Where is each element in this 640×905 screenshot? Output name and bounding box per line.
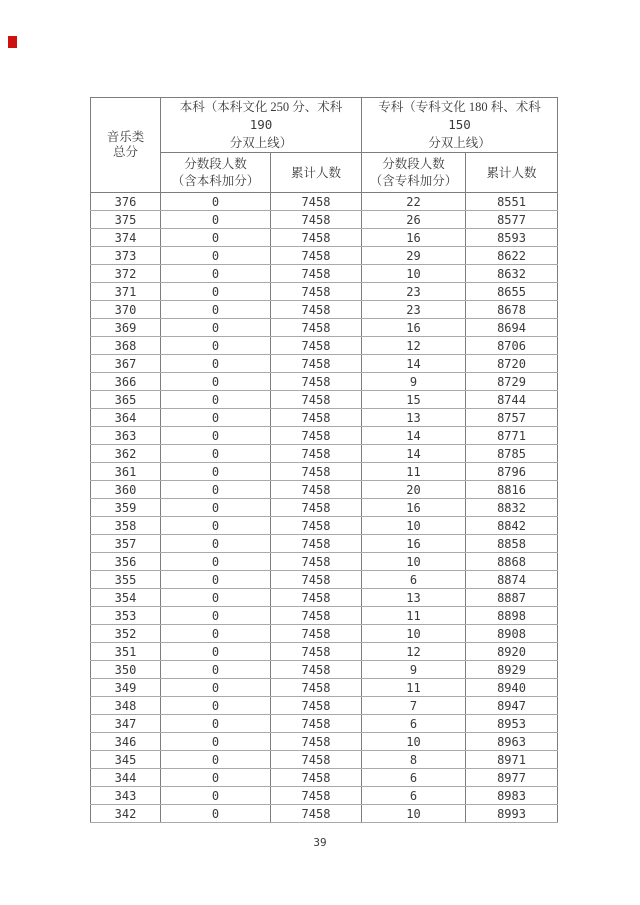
benke-segment-cell: 0 — [161, 733, 271, 751]
zhuanke-cumulative-cell: 8887 — [466, 589, 558, 607]
table-row — [91, 283, 558, 301]
zhuanke-group-header — [362, 98, 558, 153]
benke-segment-cell: 0 — [161, 661, 271, 679]
zhuanke-cumulative-cell: 8868 — [466, 553, 558, 571]
zhuanke-cumulative-header: 累计人数 — [466, 153, 558, 193]
benke-cumulative-cell: 7458 — [271, 643, 362, 661]
zhuanke-cumulative-cell: 8953 — [466, 715, 558, 733]
score-cell: 372 — [91, 265, 161, 283]
zhuanke-segment-header-line2: （含专科加分） — [369, 173, 458, 188]
benke-cumulative-cell: 7458 — [271, 445, 362, 463]
zhuanke-group-header-line3: 分双上线） — [428, 136, 491, 150]
score-cell: 362 — [91, 445, 161, 463]
score-cell: 352 — [91, 625, 161, 643]
score-cell: 343 — [91, 787, 161, 805]
score-distribution-table — [90, 97, 558, 823]
benke-cumulative-cell: 7458 — [271, 283, 362, 301]
zhuanke-segment-cell: 14 — [362, 445, 466, 463]
score-cell: 364 — [91, 409, 161, 427]
benke-cumulative-cell: 7458 — [271, 517, 362, 535]
benke-segment-cell: 0 — [161, 787, 271, 805]
benke-segment-cell: 0 — [161, 697, 271, 715]
zhuanke-group-header-line1: 专科（专科文化 180 科、术科 — [378, 100, 541, 114]
zhuanke-cumulative-cell: 8977 — [466, 769, 558, 787]
zhuanke-segment-cell: 11 — [362, 679, 466, 697]
zhuanke-cumulative-cell: 8983 — [466, 787, 558, 805]
benke-cumulative-cell: 7458 — [271, 571, 362, 589]
zhuanke-cumulative-cell: 8842 — [466, 517, 558, 535]
benke-cumulative-cell: 7458 — [271, 229, 362, 247]
benke-cumulative-cell: 7458 — [271, 679, 362, 697]
benke-segment-cell: 0 — [161, 607, 271, 625]
zhuanke-segment-cell: 10 — [362, 733, 466, 751]
table-row — [91, 211, 558, 229]
zhuanke-segment-cell: 10 — [362, 265, 466, 283]
zhuanke-cumulative-cell: 8940 — [466, 679, 558, 697]
zhuanke-segment-header-line1: 分数段人数 — [382, 156, 445, 171]
benke-segment-cell: 0 — [161, 517, 271, 535]
zhuanke-segment-cell: 6 — [362, 571, 466, 589]
table-row — [91, 265, 558, 283]
benke-cumulative-cell: 7458 — [271, 787, 362, 805]
benke-segment-cell: 0 — [161, 535, 271, 553]
table-row — [91, 535, 558, 553]
score-cell: 349 — [91, 679, 161, 697]
zhuanke-segment-header — [362, 153, 466, 193]
table-row — [91, 301, 558, 319]
table-row — [91, 247, 558, 265]
zhuanke-segment-cell: 9 — [362, 661, 466, 679]
table-row — [91, 373, 558, 391]
benke-cumulative-cell: 7458 — [271, 337, 362, 355]
benke-segment-cell: 0 — [161, 553, 271, 571]
score-cell: 348 — [91, 697, 161, 715]
benke-segment-cell: 0 — [161, 337, 271, 355]
benke-cumulative-cell: 7458 — [271, 553, 362, 571]
zhuanke-cumulative-cell: 8947 — [466, 697, 558, 715]
zhuanke-cumulative-cell: 8771 — [466, 427, 558, 445]
benke-segment-cell: 0 — [161, 625, 271, 643]
table-row — [91, 229, 558, 247]
zhuanke-cumulative-cell: 8898 — [466, 607, 558, 625]
zhuanke-segment-cell: 16 — [362, 499, 466, 517]
zhuanke-segment-cell: 23 — [362, 301, 466, 319]
zhuanke-cumulative-cell: 8655 — [466, 283, 558, 301]
zhuanke-segment-cell: 12 — [362, 337, 466, 355]
table-row — [91, 337, 558, 355]
table-row — [91, 481, 558, 499]
benke-cumulative-cell: 7458 — [271, 697, 362, 715]
zhuanke-segment-cell: 14 — [362, 427, 466, 445]
benke-segment-cell: 0 — [161, 409, 271, 427]
zhuanke-segment-cell: 13 — [362, 589, 466, 607]
score-cell: 360 — [91, 481, 161, 499]
benke-segment-header-line1: 分数段人数 — [184, 156, 247, 171]
score-cell: 371 — [91, 283, 161, 301]
benke-cumulative-cell: 7458 — [271, 769, 362, 787]
zhuanke-segment-cell: 6 — [362, 715, 466, 733]
table-row — [91, 463, 558, 481]
benke-cumulative-cell: 7458 — [271, 355, 362, 373]
benke-segment-cell: 0 — [161, 391, 271, 409]
benke-segment-cell: 0 — [161, 193, 271, 211]
score-cell: 344 — [91, 769, 161, 787]
table-row — [91, 391, 558, 409]
zhuanke-cumulative-cell: 8908 — [466, 625, 558, 643]
benke-cumulative-cell: 7458 — [271, 391, 362, 409]
benke-cumulative-cell: 7458 — [271, 265, 362, 283]
benke-segment-header — [161, 153, 271, 193]
table-row — [91, 427, 558, 445]
zhuanke-cumulative-cell: 8993 — [466, 805, 558, 823]
zhuanke-segment-cell: 16 — [362, 319, 466, 337]
zhuanke-segment-cell: 10 — [362, 625, 466, 643]
benke-segment-cell: 0 — [161, 589, 271, 607]
zhuanke-cumulative-cell: 8632 — [466, 265, 558, 283]
benke-cumulative-cell: 7458 — [271, 373, 362, 391]
zhuanke-segment-cell: 10 — [362, 805, 466, 823]
score-cell: 373 — [91, 247, 161, 265]
benke-segment-cell: 0 — [161, 751, 271, 769]
table-row — [91, 409, 558, 427]
benke-cumulative-cell: 7458 — [271, 607, 362, 625]
table-row — [91, 607, 558, 625]
zhuanke-cumulative-cell: 8577 — [466, 211, 558, 229]
score-column-header-line1: 音乐类 — [106, 130, 145, 144]
score-cell: 374 — [91, 229, 161, 247]
score-cell: 366 — [91, 373, 161, 391]
benke-cumulative-cell: 7458 — [271, 715, 362, 733]
benke-cumulative-cell: 7458 — [271, 193, 362, 211]
zhuanke-segment-cell: 8 — [362, 751, 466, 769]
table-row — [91, 715, 558, 733]
benke-cumulative-cell: 7458 — [271, 427, 362, 445]
zhuanke-cumulative-cell: 8694 — [466, 319, 558, 337]
score-cell: 350 — [91, 661, 161, 679]
score-cell: 355 — [91, 571, 161, 589]
benke-segment-cell: 0 — [161, 265, 271, 283]
zhuanke-segment-cell: 14 — [362, 355, 466, 373]
zhuanke-segment-cell: 10 — [362, 517, 466, 535]
benke-segment-cell: 0 — [161, 247, 271, 265]
table-row — [91, 319, 558, 337]
zhuanke-segment-cell: 13 — [362, 409, 466, 427]
table-row — [91, 625, 558, 643]
table-row — [91, 193, 558, 211]
zhuanke-segment-cell: 12 — [362, 643, 466, 661]
zhuanke-cumulative-cell: 8971 — [466, 751, 558, 769]
zhuanke-cumulative-cell: 8593 — [466, 229, 558, 247]
zhuanke-cumulative-cell: 8796 — [466, 463, 558, 481]
score-cell: 354 — [91, 589, 161, 607]
zhuanke-segment-cell: 9 — [362, 373, 466, 391]
benke-cumulative-cell: 7458 — [271, 463, 362, 481]
zhuanke-cumulative-cell: 8622 — [466, 247, 558, 265]
score-cell: 376 — [91, 193, 161, 211]
table-row — [91, 643, 558, 661]
score-cell: 345 — [91, 751, 161, 769]
table-row — [91, 355, 558, 373]
table-row — [91, 751, 558, 769]
table-row — [91, 679, 558, 697]
benke-cumulative-cell: 7458 — [271, 247, 362, 265]
score-cell: 368 — [91, 337, 161, 355]
table-row — [91, 571, 558, 589]
score-column-header — [91, 98, 161, 193]
zhuanke-segment-cell: 11 — [362, 607, 466, 625]
zhuanke-segment-cell: 20 — [362, 481, 466, 499]
benke-segment-cell: 0 — [161, 715, 271, 733]
zhuanke-segment-cell: 29 — [362, 247, 466, 265]
benke-cumulative-cell: 7458 — [271, 211, 362, 229]
table-row — [91, 769, 558, 787]
score-cell: 365 — [91, 391, 161, 409]
zhuanke-segment-cell: 6 — [362, 769, 466, 787]
table-row — [91, 733, 558, 751]
table-row — [91, 589, 558, 607]
table-row — [91, 445, 558, 463]
zhuanke-cumulative-cell: 8757 — [466, 409, 558, 427]
benke-cumulative-cell: 7458 — [271, 805, 362, 823]
zhuanke-cumulative-cell: 8874 — [466, 571, 558, 589]
benke-cumulative-header: 累计人数 — [271, 153, 362, 193]
benke-segment-cell: 0 — [161, 643, 271, 661]
benke-segment-cell: 0 — [161, 229, 271, 247]
zhuanke-cumulative-cell: 8729 — [466, 373, 558, 391]
score-cell: 351 — [91, 643, 161, 661]
zhuanke-segment-cell: 11 — [362, 463, 466, 481]
score-cell: 342 — [91, 805, 161, 823]
benke-cumulative-cell: 7458 — [271, 409, 362, 427]
benke-segment-cell: 0 — [161, 355, 271, 373]
table-row — [91, 553, 558, 571]
page-number: 39 — [313, 836, 327, 849]
table-row — [91, 661, 558, 679]
zhuanke-cumulative-cell: 8929 — [466, 661, 558, 679]
benke-segment-header-line2: （含本科加分） — [171, 173, 260, 188]
zhuanke-segment-cell: 10 — [362, 553, 466, 571]
benke-segment-cell: 0 — [161, 373, 271, 391]
benke-group-header-line2: 190 — [249, 117, 273, 132]
zhuanke-cumulative-cell: 8678 — [466, 301, 558, 319]
zhuanke-segment-cell: 15 — [362, 391, 466, 409]
table-row — [91, 787, 558, 805]
zhuanke-cumulative-cell: 8706 — [466, 337, 558, 355]
benke-cumulative-cell: 7458 — [271, 499, 362, 517]
benke-segment-cell: 0 — [161, 571, 271, 589]
sub-header-row — [91, 153, 558, 193]
zhuanke-segment-cell: 6 — [362, 787, 466, 805]
score-cell: 357 — [91, 535, 161, 553]
zhuanke-cumulative-cell: 8785 — [466, 445, 558, 463]
benke-segment-cell: 0 — [161, 679, 271, 697]
zhuanke-cumulative-cell: 8816 — [466, 481, 558, 499]
table-row — [91, 499, 558, 517]
benke-segment-cell: 0 — [161, 319, 271, 337]
score-cell: 356 — [91, 553, 161, 571]
zhuanke-segment-cell: 22 — [362, 193, 466, 211]
benke-segment-cell: 0 — [161, 499, 271, 517]
benke-cumulative-cell: 7458 — [271, 589, 362, 607]
score-cell: 363 — [91, 427, 161, 445]
benke-segment-cell: 0 — [161, 283, 271, 301]
zhuanke-cumulative-cell: 8744 — [466, 391, 558, 409]
score-column-header-line2: 总分 — [112, 145, 138, 159]
benke-segment-cell: 0 — [161, 301, 271, 319]
zhuanke-segment-cell: 26 — [362, 211, 466, 229]
group-header-row — [91, 98, 558, 153]
benke-segment-cell: 0 — [161, 463, 271, 481]
zhuanke-cumulative-cell: 8832 — [466, 499, 558, 517]
benke-cumulative-cell: 7458 — [271, 733, 362, 751]
zhuanke-cumulative-cell: 8858 — [466, 535, 558, 553]
benke-segment-cell: 0 — [161, 445, 271, 463]
zhuanke-segment-cell: 23 — [362, 283, 466, 301]
score-cell: 353 — [91, 607, 161, 625]
benke-cumulative-cell: 7458 — [271, 481, 362, 499]
benke-cumulative-cell: 7458 — [271, 535, 362, 553]
zhuanke-segment-cell: 16 — [362, 229, 466, 247]
benke-group-header — [161, 98, 362, 153]
benke-segment-cell: 0 — [161, 481, 271, 499]
table-body — [91, 193, 558, 823]
benke-group-header-line3: 分双上线） — [229, 136, 293, 150]
table-row — [91, 517, 558, 535]
benke-segment-cell: 0 — [161, 211, 271, 229]
score-cell: 346 — [91, 733, 161, 751]
zhuanke-cumulative-cell: 8720 — [466, 355, 558, 373]
score-cell: 367 — [91, 355, 161, 373]
table-row — [91, 697, 558, 715]
benke-cumulative-cell: 7458 — [271, 301, 362, 319]
zhuanke-cumulative-cell: 8963 — [466, 733, 558, 751]
benke-segment-cell: 0 — [161, 769, 271, 787]
score-cell: 369 — [91, 319, 161, 337]
table-row — [91, 805, 558, 823]
score-cell: 370 — [91, 301, 161, 319]
score-cell: 361 — [91, 463, 161, 481]
benke-cumulative-cell: 7458 — [271, 751, 362, 769]
zhuanke-segment-cell: 16 — [362, 535, 466, 553]
zhuanke-group-header-line2: 150 — [448, 117, 471, 132]
benke-group-header-line1: 本科（本科文化 250 分、术科 — [179, 100, 343, 114]
score-cell: 358 — [91, 517, 161, 535]
zhuanke-cumulative-cell: 8551 — [466, 193, 558, 211]
benke-cumulative-cell: 7458 — [271, 661, 362, 679]
zhuanke-segment-cell: 7 — [362, 697, 466, 715]
zhuanke-cumulative-cell: 8920 — [466, 643, 558, 661]
benke-cumulative-cell: 7458 — [271, 319, 362, 337]
benke-cumulative-cell: 7458 — [271, 625, 362, 643]
score-cell: 359 — [91, 499, 161, 517]
red-square-mark — [8, 36, 17, 48]
benke-segment-cell: 0 — [161, 427, 271, 445]
score-cell: 347 — [91, 715, 161, 733]
benke-segment-cell: 0 — [161, 805, 271, 823]
score-cell: 375 — [91, 211, 161, 229]
